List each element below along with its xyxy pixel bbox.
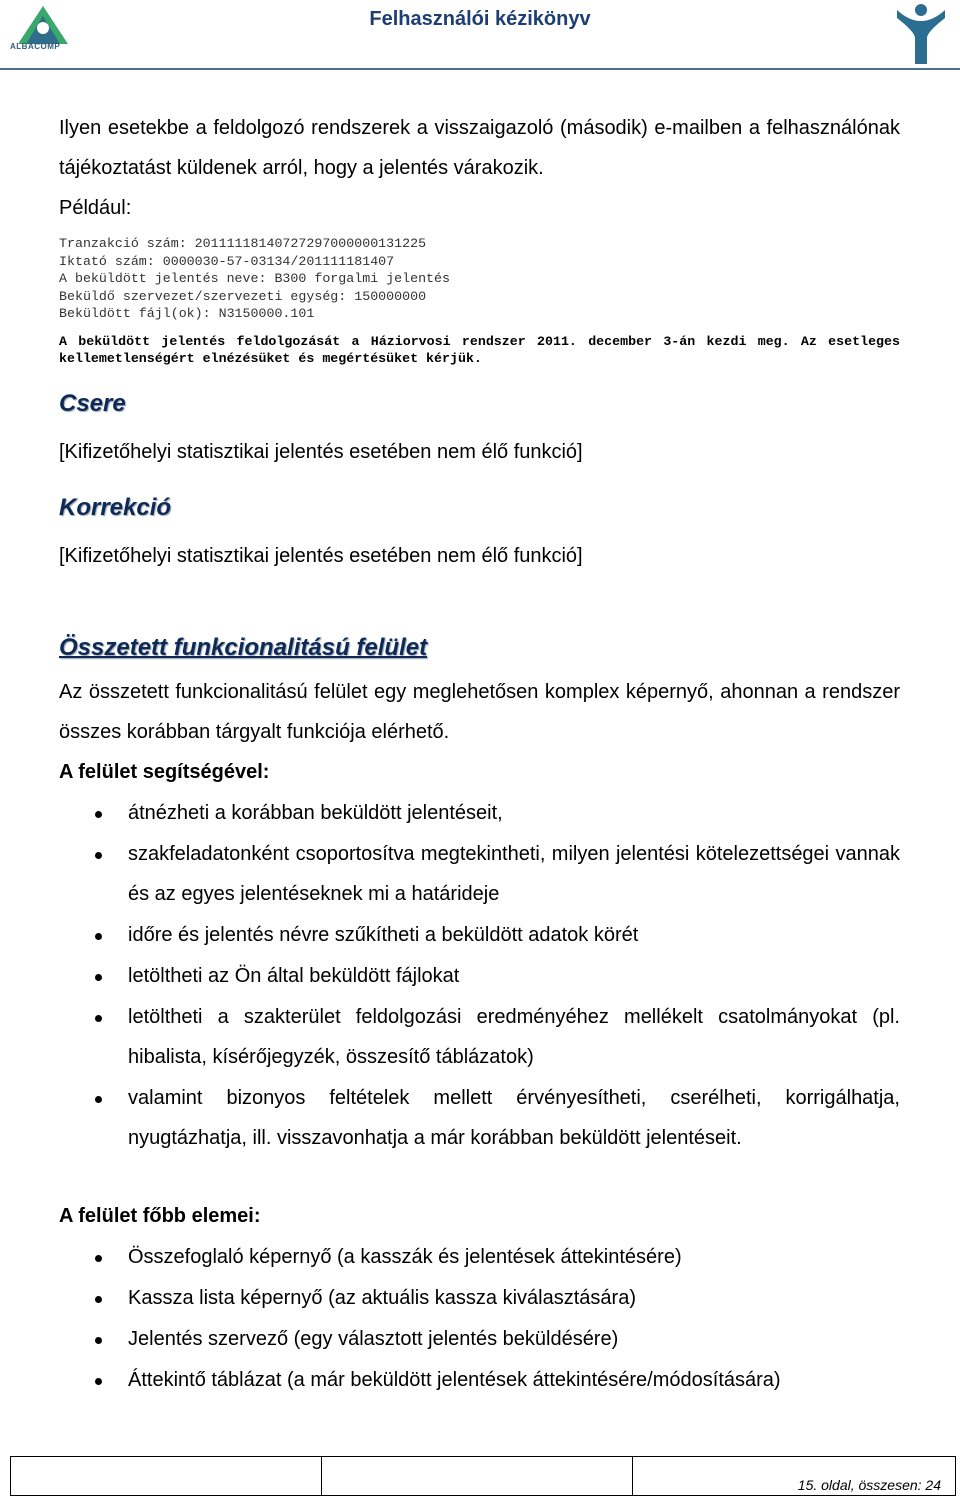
footer-cell <box>322 1457 633 1496</box>
ministry-emblem-icon <box>893 2 949 66</box>
example-line: A beküldött jelentés neve: B300 forgalmi jelentés <box>59 271 450 286</box>
example-line: Beküldő szervezet/szervezeti egység: 150000000 <box>59 288 427 304</box>
intro-paragraph: Ilyen esetekbe a feldolgozó rendszerek a visszaigazoló (második) e-mailben a felhasználónak tájékoztatást küldenek arról, hogy a jelentés várakozik. <box>59 117 900 179</box>
page-content <box>59 108 900 1400</box>
korrekcio-text: [Kifizetőhelyi statisztikai jelentés esetében nem élő funkció] <box>59 544 583 567</box>
example-line: Iktató szám: 0000030-57-03134/201111181407 <box>59 253 395 269</box>
list-item: Kassza lista képernyő (az aktuális kassza kiválasztására) <box>59 1278 900 1318</box>
section-heading-osszetett: Összetett funkcionalitású felület <box>59 633 428 661</box>
csere-text: [Kifizetőhelyi statisztikai jelentés esetében nem élő funkció] <box>59 440 583 463</box>
logo-text: ALBACOMP <box>10 42 61 51</box>
list-item: átnézheti a korábban beküldött jelentéseit, <box>59 793 900 833</box>
example-notice: A beküldött jelentés feldolgozását a Háziorvosi rendszer 2011. december 3-án kezdi meg. Az esetleges kellemetlenségért elnézésüket és megértésüket kérjük. <box>59 333 900 366</box>
footer-table <box>10 1456 956 1496</box>
example-line: Tranzakció szám: 20111118140727297000000131225 <box>59 236 427 251</box>
document-title: Felhasználói kézikönyv <box>369 8 591 30</box>
footer-cell <box>11 1457 322 1496</box>
segitseg-list <box>59 793 900 1158</box>
list-item: Összefoglaló képernyő (a kasszák és jelentések áttekintésére) <box>59 1237 900 1277</box>
segitseg-heading: A felület segítségével: <box>59 760 270 783</box>
list-item: Jelentés szervező (egy választott jelentés beküldésére) <box>59 1319 900 1359</box>
example-label: Például: <box>59 197 132 219</box>
list-item: Áttekintő táblázat (a már beküldött jelentések áttekintésére/módosítására) <box>59 1360 900 1400</box>
osszetett-text: Az összetett funkcionalitású felület egy meglehetősen komplex képernyő, ahonnan a rendszer összes korábban tárgyalt funkciója elérhető. <box>59 680 900 743</box>
example-line: Beküldött fájl(ok): N3150000.101 <box>59 306 315 321</box>
section-heading-csere: Csere <box>59 389 126 417</box>
elemek-list <box>59 1237 900 1400</box>
list-item: szakfeladatonként csoportosítva megtekintheti, milyen jelentési kötelezettségei vannak és az egyes jelentéseknek mi a határideje <box>59 834 900 914</box>
list-item: letöltheti az Ön által beküldött fájlokat <box>59 956 900 996</box>
page-header <box>0 0 960 70</box>
page-number: 15. oldal, összesen: 24 <box>633 1457 956 1496</box>
elemek-heading: A felület főbb elemei: <box>59 1204 261 1227</box>
header-divider <box>0 68 960 70</box>
list-item: valamint bizonyos feltételek mellett érvényesítheti, cserélheti, korrigálhatja, nyugtázhatja, ill. visszavonhatja a már korábban beküldött jelentéseit. <box>59 1078 900 1158</box>
list-item: időre és jelentés névre szűkítheti a beküldött adatok körét <box>59 915 900 955</box>
example-email-block <box>59 235 900 368</box>
list-item: letöltheti a szakterület feldolgozási eredményéhez mellékelt csatolmányokat (pl. hibalista, kísérőjegyzék, összesítő táblázatok) <box>59 997 900 1077</box>
page-footer <box>10 1456 956 1498</box>
section-heading-korrekcio: Korrekció <box>59 493 172 521</box>
